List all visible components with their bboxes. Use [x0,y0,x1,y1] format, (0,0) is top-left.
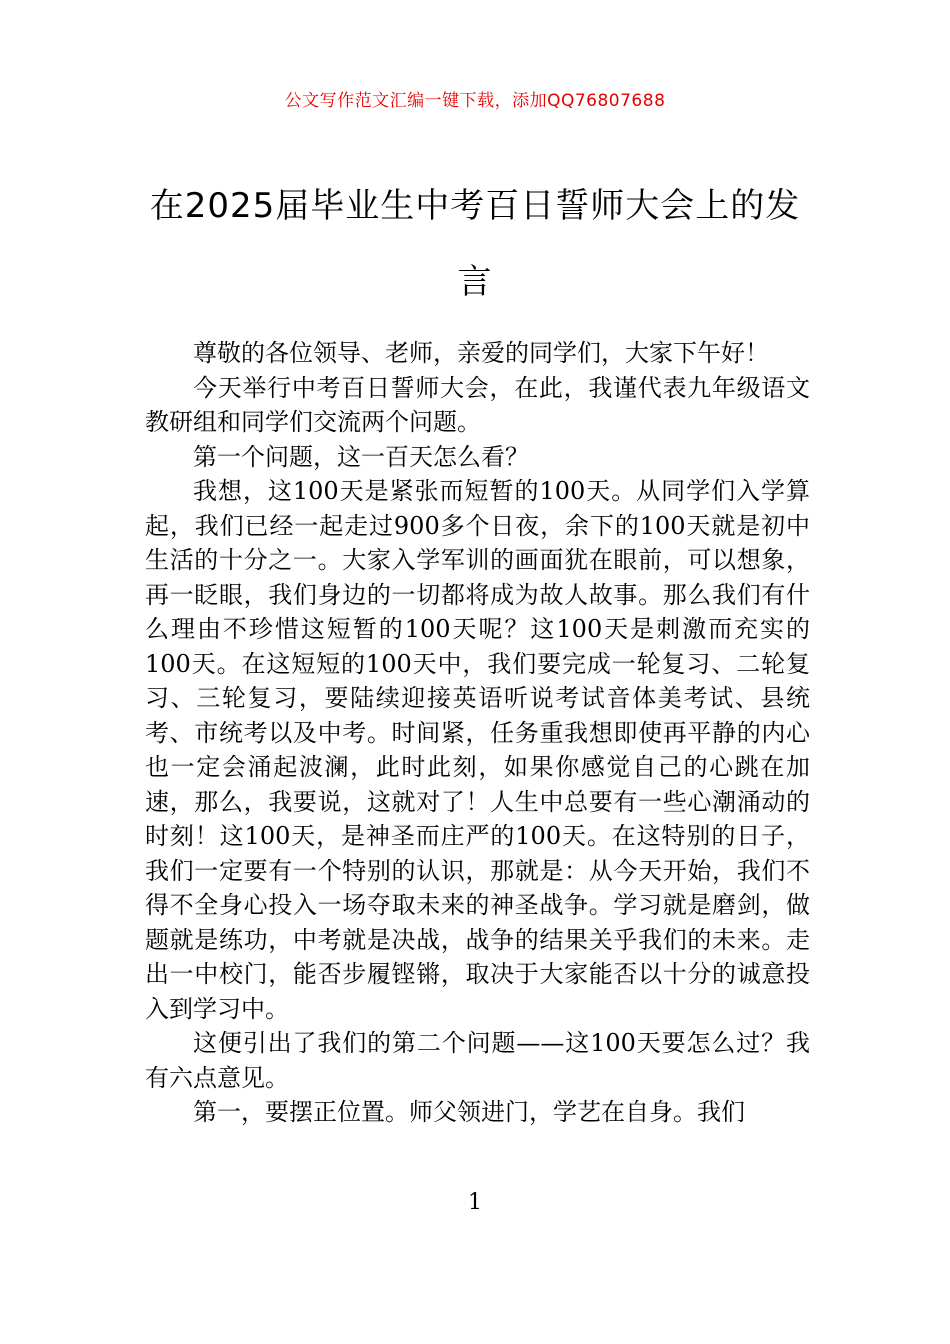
document-body [145,336,810,1130]
document-title: 在2025届毕业生中考百日誓师大会上的发言 [149,186,801,302]
paragraph-question-one: 第一个问题，这一百天怎么看？ [193,442,529,471]
paragraph-greeting: 尊敬的各位领导、老师，亲爱的同学们，大家下午好！ [193,339,769,367]
paragraph-hundred-days: 我想，这100天是紧张而短暂的100天。从同学们入学算起，我们已经一起走过900多个日夜，余下的100天就是初中生活的十分之一。大家入学军训的画面犹在眼前，可以想象，再一眨眼，我们身边的一切都将成为故人故事。那么我们有什么理由不珍惜这短暂的100天呢？这100天是刺激而充实的100天。在这短短的100天中，我们要完成一轮复习、二轮复习、三轮复习，要陆续迎接英语听说考试音体美考试、县统考、市统考以及中考。时间紧，任务重我想即使再平静的内心也一定会涌起波澜，此时此刻，如果你感觉自己的心跳在加速，那么，我要说，这就对了！人生中总要有一些心潮涌动的时刻！这100天，是神圣而庄严的100天。在这特别的日子，我们一定要有一个特别的认识，那就是：从今天开始，我们不得不全身心投入一场夺取未来的神圣战争。学习就是磨剑，做题就是练功，中考就是决战，战争的结果关乎我们的未来。走出一中校门，能否步履铿锵，取决于大家能否以十分的诚意投入到学习中。 [145,477,810,1023]
paragraph-point-one: 第一，要摆正位置。师父领进门，学艺在自身。我们 [193,1098,745,1126]
paragraph-intro: 今天举行中考百日誓师大会，在此，我谨代表九年级语文教研组和同学们交流两个问题。 [145,373,810,436]
paragraph-question-two: 这便引出了我们的第二个问题——这100天要怎么过？我有六点意见。 [145,1029,810,1092]
page-number: 1 [468,1190,482,1215]
header-banner: 公文写作范文汇编一键下载，添加QQ76807688 [284,91,666,111]
